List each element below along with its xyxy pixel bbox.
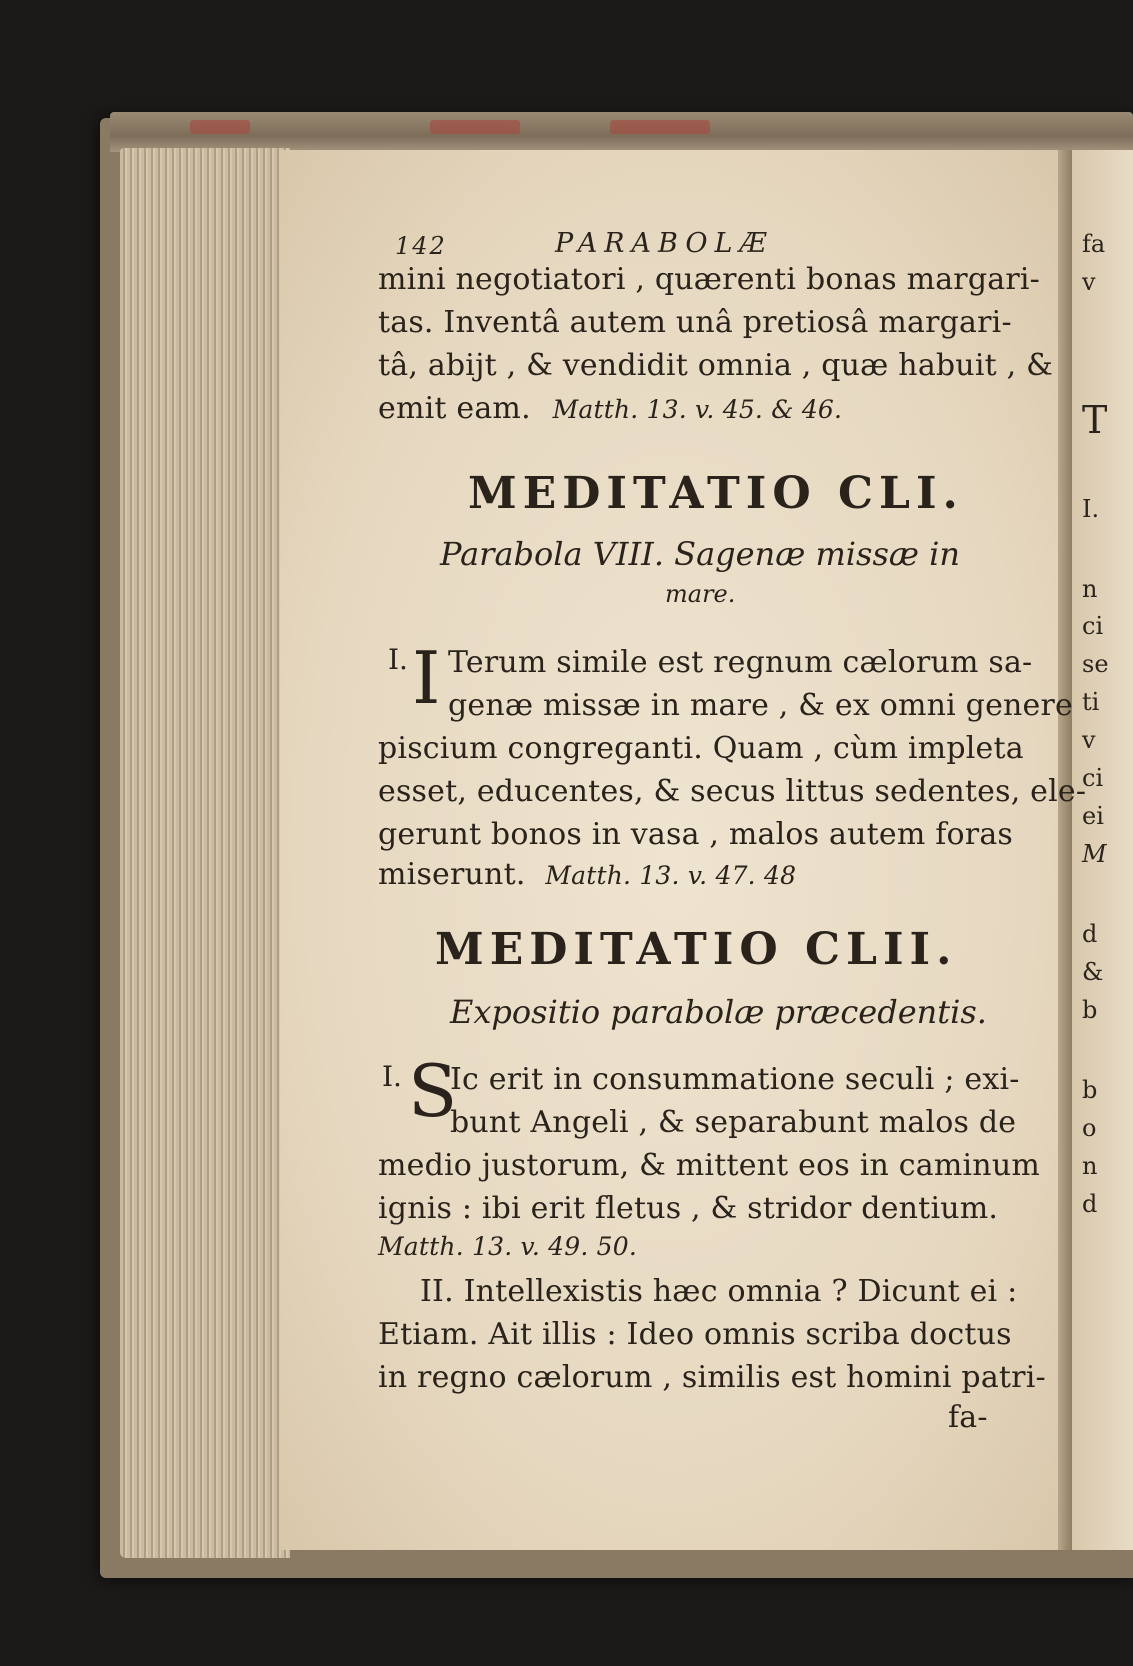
text-line: II. Intellexistis hæc omnia ? Dicunt ei : — [420, 1274, 1018, 1309]
facing-fragment: ci — [1082, 764, 1104, 792]
red-edge-mark — [430, 120, 520, 134]
text-line: Ic erit in consummatione seculi ; exi- — [450, 1062, 1020, 1097]
facing-fragment: b — [1082, 1076, 1098, 1104]
text-line: tâ, abijt , & vendidit omnia , quæ habuit , & — [378, 348, 1053, 383]
text-line: tas. Inventâ autem unâ pretiosâ margari- — [378, 305, 1012, 340]
text-line: gerunt bonos in vasa , malos autem foras — [378, 817, 1013, 852]
text-line: Terum simile est regnum cælorum sa- — [448, 645, 1033, 680]
facing-fragment: & — [1082, 958, 1104, 986]
meditation-heading: MEDITATIO CLII. — [435, 924, 958, 975]
text-line: genæ missæ in mare , & ex omni genere — [448, 688, 1074, 723]
facing-page — [1072, 150, 1133, 1550]
text-line: Etiam. Ait illis : Ideo omnis scriba doctus — [378, 1317, 1012, 1352]
facing-fragment: d — [1082, 1190, 1098, 1218]
paragraph-numeral: I. — [382, 1060, 402, 1093]
facing-fragment: n — [1082, 575, 1098, 603]
text-line: bunt Angeli , & separabunt malos de — [450, 1105, 1017, 1140]
meditation-subtitle: mare. — [665, 580, 736, 608]
catchword: fa- — [948, 1400, 988, 1435]
scripture-reference: Matth. 13. v. 45. & 46. — [552, 395, 843, 424]
facing-fragment: n — [1082, 1152, 1098, 1180]
text-line — [378, 857, 796, 892]
facing-fragment: M — [1082, 840, 1107, 868]
facing-fragment: ei — [1082, 802, 1104, 830]
meditation-subtitle: Parabola VIII. Sagenæ missæ in — [440, 535, 960, 573]
facing-fragment: v — [1082, 268, 1096, 296]
drop-cap: I — [412, 636, 441, 720]
text-line: mini negotiatori , quærenti bonas margari- — [378, 262, 1040, 297]
meditation-heading: MEDITATIO CLI. — [468, 468, 964, 519]
drop-cap: S — [408, 1049, 458, 1133]
scripture-reference: Matth. 13. v. 47. 48 — [545, 861, 797, 890]
paragraph-numeral: I. — [388, 643, 408, 676]
facing-fragment: o — [1082, 1114, 1097, 1142]
text-line: esset, educentes, & secus littus sedentes, ele- — [378, 774, 1087, 809]
facing-fragment: I. — [1082, 495, 1100, 523]
text-line: in regno cælorum , similis est homini patri- — [378, 1360, 1046, 1395]
text-line: ignis : ibi erit fletus , & stridor dentium. — [378, 1191, 999, 1226]
facing-fragment: ci — [1082, 612, 1104, 640]
text-line: piscium congreganti. Quam , cùm impleta — [378, 731, 1024, 766]
text-span: emit eam. — [378, 391, 531, 426]
text-line — [378, 391, 842, 426]
page-edges — [120, 148, 290, 1558]
facing-fragment: v — [1082, 726, 1096, 754]
scripture-reference: Matth. 13. v. 49. 50. — [378, 1232, 638, 1261]
facing-fragment: T — [1082, 398, 1108, 442]
page-number: 142 — [395, 232, 447, 260]
red-edge-mark — [610, 120, 710, 134]
text-span: miserunt. — [378, 857, 526, 892]
facing-fragment: b — [1082, 996, 1098, 1024]
text-line: medio justorum, & mittent eos in caminum — [378, 1148, 1040, 1183]
facing-fragment: d — [1082, 920, 1098, 948]
red-edge-mark — [190, 120, 250, 134]
facing-fragment: ti — [1082, 688, 1100, 716]
facing-fragment: se — [1082, 650, 1109, 678]
book-gutter — [1058, 150, 1072, 1550]
meditation-subtitle: Expositio parabolæ præcedentis. — [450, 993, 987, 1031]
facing-fragment: fa — [1082, 230, 1106, 258]
running-title: PARABOLÆ — [555, 228, 774, 259]
